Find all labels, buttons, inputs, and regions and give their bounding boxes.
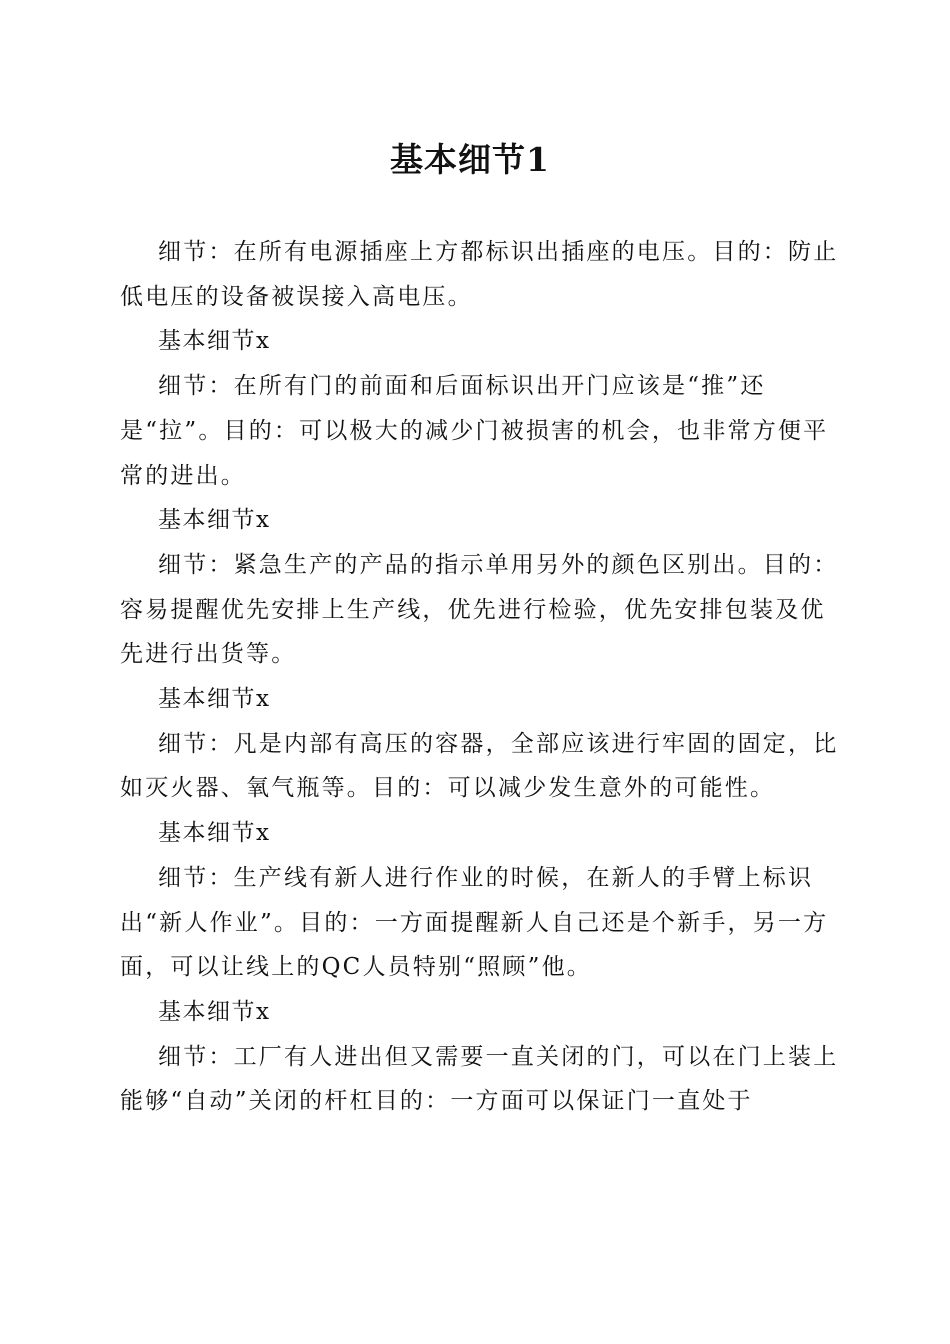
paragraph-subheading-1: 基本细节x [158,328,271,355]
document-title: 基本细节1 [390,140,550,179]
paragraph-detail-4: 细节：凡是内部有高压的容器，全部应该进行牢固的固定，比如灭火器、氧气瓶等。目的：可以减少发生意外的可能性。 [120,730,839,802]
document-body [120,230,840,1124]
paragraph-subheading-4: 基本细节x [158,820,271,847]
paragraph-detail-6: 细节：工厂有人进出但又需要一直关闭的门，可以在门上装上能够“自动”关闭的杆杠目的：一方面可以保证门一直处于 [120,1043,839,1115]
paragraph-detail-2: 细节：在所有门的前面和后面标识出开门应该是“推”还是“拉”。目的：可以极大的减少门被损害的机会，也非常方便平常的进出。 [120,373,829,489]
paragraph-subheading-5: 基本细节x [158,998,271,1025]
paragraph-subheading-2: 基本细节x [158,507,271,534]
paragraph-detail-1: 细节：在所有电源插座上方都标识出插座的电压。目的：防止低电压的设备被误接入高电压。 [120,239,839,310]
paragraph-detail-3: 细节：紧急生产的产品的指示单用另外的颜色区别出。目的：容易提醒优先安排上生产线，优先进行检验，优先安排包装及优先进行出货等。 [120,551,839,668]
paragraph-detail-5: 细节：生产线有新人进行作业的时候，在新人的手臂上标识出“新人作业”。目的：一方面提醒新人自己还是个新手，另一方面，可以让线上的QC人员特别“照顾”他。 [120,864,829,981]
paragraph-subheading-3: 基本细节x [158,686,271,713]
